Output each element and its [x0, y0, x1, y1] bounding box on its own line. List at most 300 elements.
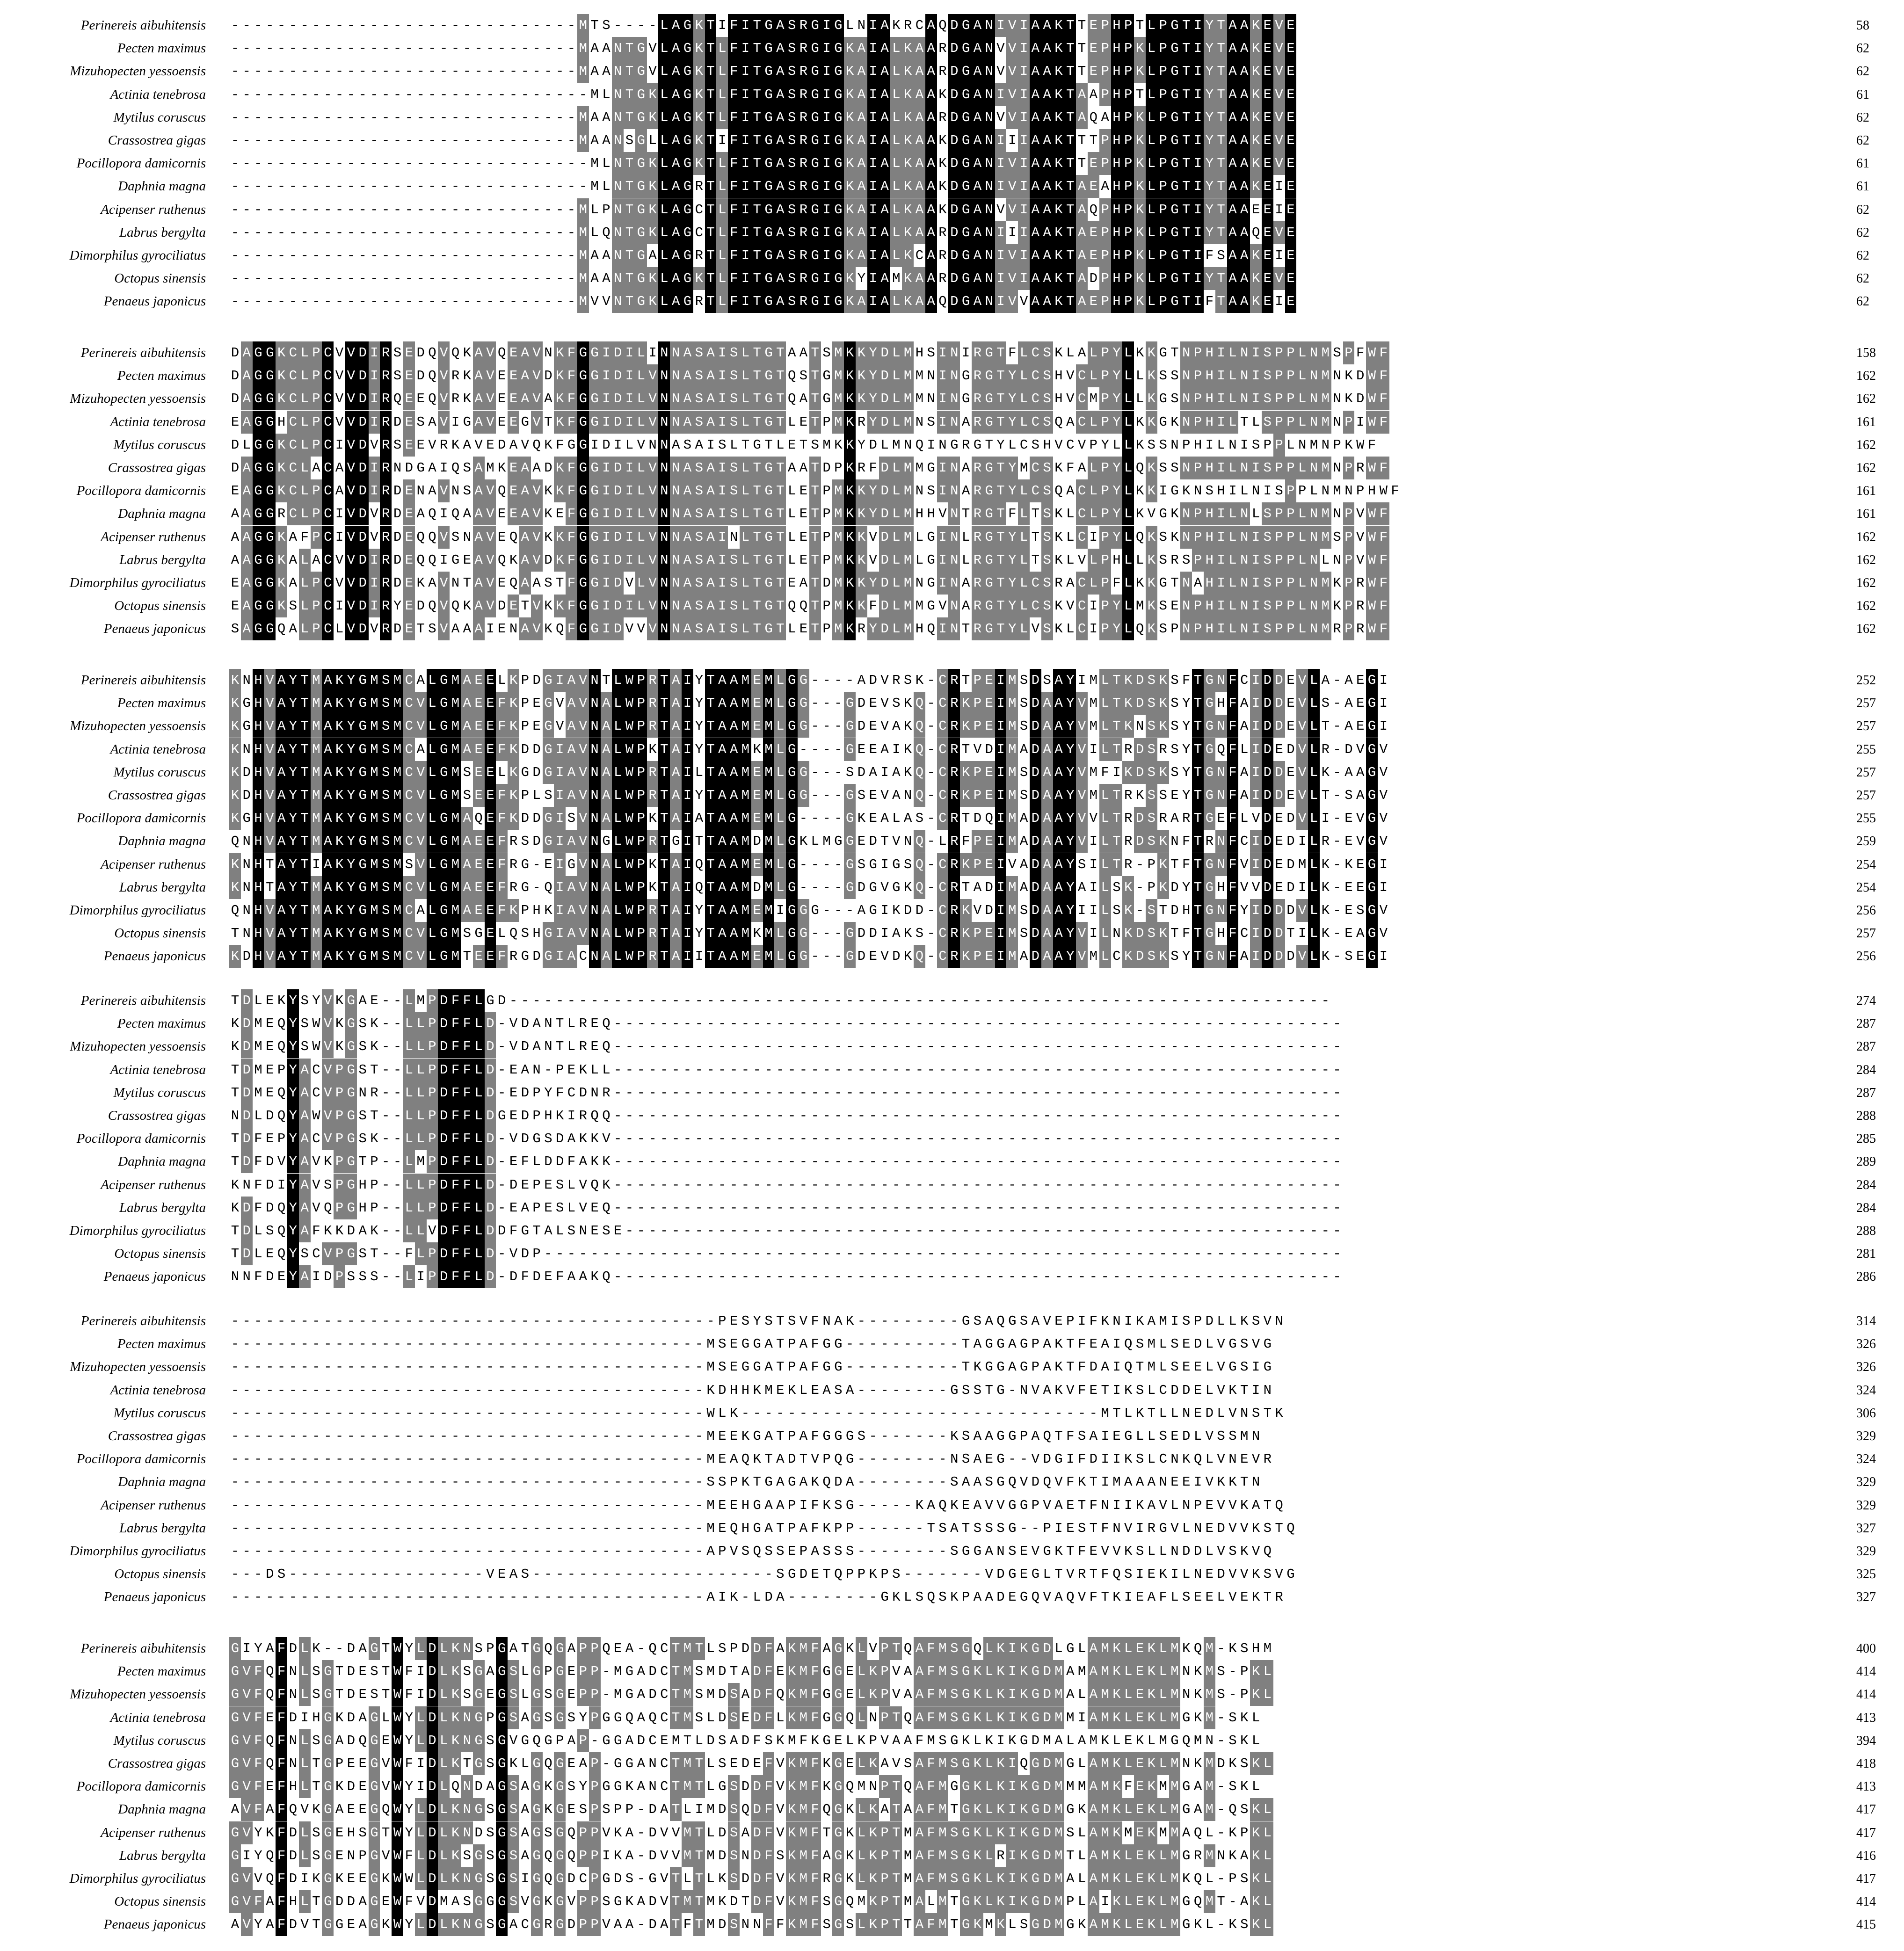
- residue: I: [682, 738, 693, 761]
- residue: A: [1238, 175, 1250, 198]
- residue: -: [1193, 1062, 1202, 1078]
- residue: P: [1122, 244, 1134, 267]
- residue: T: [532, 1223, 541, 1239]
- species-label: Octopus sinensis: [114, 926, 206, 941]
- residue: A: [682, 387, 693, 410]
- residue: R: [948, 784, 960, 807]
- alignment-row: [0, 549, 1904, 572]
- residue: K: [647, 152, 659, 175]
- residue: N: [948, 572, 960, 595]
- residue: L: [740, 617, 751, 640]
- residue: -: [1240, 1039, 1249, 1055]
- residue: -: [474, 87, 483, 102]
- residue: G: [543, 807, 554, 830]
- residue: -: [1124, 1039, 1133, 1055]
- residue: -: [996, 1200, 1005, 1216]
- residue: P: [1273, 572, 1285, 595]
- residue: F: [496, 715, 508, 738]
- residue: -: [440, 271, 448, 287]
- residue: C: [1030, 387, 1041, 410]
- residue: M: [832, 572, 844, 595]
- residue: S: [1159, 460, 1167, 476]
- residue: -: [532, 294, 541, 310]
- residue: G: [635, 37, 647, 60]
- residue: -: [648, 1131, 657, 1147]
- species-label: Perinereis aibuhitensis: [80, 18, 206, 33]
- residue: D: [241, 1197, 253, 1219]
- residue: F: [1378, 502, 1389, 525]
- residue: D: [485, 1081, 496, 1104]
- residue: N: [589, 784, 601, 807]
- residue: A: [1053, 807, 1065, 830]
- residue: -: [254, 271, 262, 287]
- residue: G: [834, 834, 843, 849]
- residue: K: [647, 198, 659, 221]
- residue: V: [474, 437, 483, 453]
- residue: K: [902, 106, 914, 129]
- residue: Y: [287, 876, 299, 899]
- residue: A: [416, 673, 425, 688]
- residue: D: [1089, 271, 1098, 287]
- residue: M: [763, 922, 775, 945]
- residue: L: [1296, 526, 1308, 549]
- residue: -: [1321, 1108, 1330, 1124]
- residue: S: [1019, 673, 1028, 688]
- residue: S: [1170, 391, 1179, 407]
- residue: G: [253, 411, 264, 434]
- residue-count: 285: [1856, 1131, 1876, 1146]
- residue: S: [544, 788, 552, 803]
- residue: G: [521, 414, 530, 430]
- residue: -: [254, 156, 262, 172]
- residue: R: [602, 1085, 610, 1101]
- residue: V: [577, 715, 589, 738]
- residue: S: [1031, 437, 1040, 453]
- residue: A: [1227, 175, 1239, 198]
- residue: I: [995, 899, 1007, 922]
- residue: G: [809, 221, 821, 244]
- residue: C: [1112, 949, 1121, 965]
- residue: P: [521, 673, 530, 688]
- residue: -: [1333, 1039, 1341, 1055]
- residue: S: [1019, 696, 1028, 711]
- residue: G: [1159, 414, 1167, 430]
- residue: R: [948, 922, 960, 945]
- residue: -: [637, 1200, 645, 1216]
- residue: K: [1170, 529, 1179, 545]
- residue: W: [1366, 502, 1378, 525]
- residue: G: [961, 368, 970, 384]
- residue: V: [996, 64, 1005, 80]
- residue: -: [231, 64, 240, 80]
- sequence-residues: [229, 1219, 1343, 1242]
- residue: -: [1159, 1131, 1167, 1147]
- residue: -: [927, 788, 935, 803]
- residue: S: [693, 549, 705, 572]
- residue: A: [358, 1223, 367, 1239]
- residue: I: [1089, 529, 1098, 545]
- residue: G: [892, 879, 901, 895]
- residue: K: [463, 368, 472, 384]
- species-label: Acipenser ruthenus: [101, 202, 206, 217]
- residue: L: [890, 37, 902, 60]
- residue: A: [961, 598, 970, 614]
- residue: -: [834, 993, 843, 1008]
- residue: E: [1286, 696, 1295, 711]
- residue: T: [705, 669, 717, 692]
- residue: Q: [231, 834, 240, 849]
- residue: A: [1193, 575, 1202, 591]
- residue: -: [625, 1154, 634, 1170]
- residue: T: [658, 784, 670, 807]
- residue: -: [1333, 764, 1341, 780]
- residue: I: [369, 479, 380, 502]
- residue: -: [428, 225, 436, 240]
- sequence-residues: [229, 14, 1296, 37]
- residue: -: [405, 64, 414, 80]
- residue: E: [473, 899, 485, 922]
- residue: D: [1262, 853, 1273, 876]
- residue: -: [440, 179, 448, 195]
- residue: L: [1227, 411, 1239, 434]
- residue: T: [1064, 37, 1076, 60]
- residue: I: [1018, 106, 1030, 129]
- residue: Y: [1204, 106, 1215, 129]
- residue: -: [1251, 1177, 1260, 1193]
- residue: A: [566, 692, 577, 715]
- residue: -: [498, 1085, 506, 1101]
- residue: I: [821, 175, 833, 198]
- residue: R: [277, 506, 286, 522]
- residue: L: [403, 1059, 415, 1081]
- residue: D: [241, 1059, 253, 1081]
- residue: L: [1308, 876, 1320, 899]
- residue: T: [1170, 926, 1179, 942]
- residue: M: [832, 549, 844, 572]
- residue: A: [705, 526, 717, 549]
- residue: -: [776, 1108, 785, 1124]
- residue: N: [612, 152, 624, 175]
- residue: V: [415, 922, 427, 945]
- residue: -: [660, 1108, 669, 1124]
- residue: L: [612, 830, 624, 853]
- residue-count: 61: [1856, 156, 1869, 171]
- residue: -: [1251, 1016, 1260, 1032]
- residue: I: [1215, 572, 1227, 595]
- residue: M: [392, 945, 403, 968]
- residue: A: [428, 483, 436, 499]
- residue: K: [1135, 788, 1144, 803]
- residue: -: [266, 18, 274, 33]
- residue: V: [345, 434, 357, 457]
- residue: D: [438, 1104, 450, 1127]
- residue: T: [299, 761, 311, 784]
- residue: I: [648, 345, 657, 361]
- residue: -: [324, 294, 332, 310]
- residue: R: [1124, 788, 1133, 803]
- residue: -: [1101, 1062, 1109, 1078]
- residue: -: [613, 1062, 622, 1078]
- residue: L: [1018, 595, 1030, 617]
- residue: A: [670, 738, 682, 761]
- residue: A: [461, 738, 473, 761]
- residue: R: [972, 549, 983, 572]
- residue: L: [658, 60, 670, 83]
- residue: E: [869, 696, 877, 711]
- residue: A: [1053, 830, 1065, 853]
- residue: A: [1030, 37, 1041, 60]
- residue: -: [463, 87, 472, 102]
- residue: -: [1263, 1085, 1272, 1101]
- residue: P: [334, 1174, 345, 1197]
- residue: -: [683, 1131, 692, 1147]
- residue: K: [844, 549, 856, 572]
- residue: -: [996, 1062, 1005, 1078]
- residue: E: [1285, 106, 1297, 129]
- residue: A: [682, 341, 693, 364]
- residue: G: [798, 692, 809, 715]
- residue: A: [566, 715, 577, 738]
- residue: -: [857, 1016, 866, 1032]
- residue: A: [428, 575, 436, 591]
- residue: D: [948, 129, 960, 152]
- residue: E: [1285, 267, 1297, 290]
- residue: M: [740, 669, 751, 692]
- residue: -: [973, 1085, 982, 1101]
- residue: T: [1180, 244, 1192, 267]
- residue: V: [1008, 856, 1017, 872]
- residue: I: [821, 244, 833, 267]
- residue: N: [983, 37, 995, 60]
- residue: F: [1227, 899, 1239, 922]
- residue: A: [682, 572, 693, 595]
- residue: -: [695, 1016, 703, 1032]
- residue: F: [254, 1177, 262, 1193]
- residue: L: [473, 1197, 485, 1219]
- alignment-row: [0, 1174, 1904, 1197]
- residue: P: [1273, 595, 1285, 617]
- residue: A: [925, 106, 937, 129]
- residue: D: [857, 764, 866, 780]
- residue: D: [1286, 856, 1295, 872]
- residue: V: [345, 387, 357, 410]
- residue: I: [1250, 784, 1262, 807]
- residue: V: [1379, 788, 1388, 803]
- residue: -: [498, 294, 506, 310]
- residue: L: [1018, 479, 1030, 502]
- residue: A: [519, 549, 531, 572]
- residue: A: [705, 341, 717, 364]
- residue: M: [902, 617, 914, 640]
- residue: N: [1238, 341, 1250, 364]
- residue: R: [1356, 575, 1365, 591]
- residue: -: [1298, 1177, 1307, 1193]
- residue: L: [1308, 669, 1320, 692]
- residue: T: [705, 37, 717, 60]
- residue: G: [960, 290, 972, 313]
- residue: A: [1041, 290, 1053, 313]
- residue: I: [554, 761, 566, 784]
- residue: T: [1064, 129, 1076, 152]
- residue: A: [566, 738, 577, 761]
- residue: -: [463, 64, 472, 80]
- residue: L: [1217, 437, 1225, 453]
- residue: C: [403, 899, 415, 922]
- residue: D: [393, 414, 402, 430]
- residue: T: [705, 807, 717, 830]
- residue: G: [682, 83, 693, 106]
- residue: C: [937, 784, 949, 807]
- residue: -: [625, 18, 634, 33]
- residue: L: [602, 87, 610, 102]
- residue: L: [299, 434, 311, 457]
- residue: P: [972, 784, 983, 807]
- residue: V: [531, 617, 543, 640]
- residue: K: [902, 60, 914, 83]
- residue: A: [519, 479, 531, 502]
- residue: T: [1111, 715, 1123, 738]
- residue: -: [764, 1200, 773, 1216]
- residue: A: [1041, 83, 1053, 106]
- alignment-row: [0, 60, 1904, 83]
- residue: N: [1321, 437, 1330, 453]
- residue: S: [380, 830, 392, 853]
- residue: -: [996, 993, 1005, 1008]
- residue: D: [242, 764, 251, 780]
- residue: K: [844, 526, 856, 549]
- residue: D: [1262, 899, 1273, 922]
- residue: M: [1089, 764, 1098, 780]
- residue: S: [693, 617, 705, 640]
- residue: M: [915, 368, 924, 384]
- residue: I: [718, 18, 727, 33]
- residue: -: [1333, 879, 1341, 895]
- residue: A: [774, 37, 786, 60]
- residue: T: [751, 14, 763, 37]
- alignment-row: [0, 830, 1904, 853]
- residue: A: [774, 106, 786, 129]
- residue: I: [369, 595, 380, 617]
- residue: G: [763, 37, 775, 60]
- residue: M: [832, 526, 844, 549]
- residue: M: [392, 715, 403, 738]
- residue: L: [890, 595, 902, 617]
- residue: -: [1286, 1039, 1295, 1055]
- residue: R: [509, 856, 518, 872]
- residue: V: [1006, 14, 1018, 37]
- residue: -: [961, 1108, 970, 1124]
- residue: Q: [602, 1200, 610, 1216]
- residue: P: [1285, 617, 1297, 640]
- residue: L: [787, 552, 796, 568]
- residue: T: [1111, 738, 1123, 761]
- residue: -: [393, 87, 402, 102]
- residue: S: [300, 1016, 309, 1032]
- residue: F: [728, 244, 740, 267]
- residue: -: [1193, 993, 1202, 1008]
- residue: E: [799, 621, 808, 637]
- residue: I: [937, 364, 949, 387]
- residue: E: [485, 830, 496, 853]
- residue: A: [241, 549, 253, 572]
- residue: N: [612, 175, 624, 198]
- residue: -: [1147, 1039, 1156, 1055]
- residue: -: [1043, 1085, 1051, 1101]
- residue: -: [787, 1154, 796, 1170]
- residue: G: [577, 364, 589, 387]
- residue: -: [567, 294, 576, 310]
- residue: -: [440, 225, 448, 240]
- residue: G: [543, 761, 554, 784]
- alignment-row: [0, 989, 1904, 1012]
- residue: H: [927, 506, 935, 522]
- residue: L: [740, 364, 751, 387]
- residue: G: [253, 457, 264, 479]
- residue: -: [393, 1131, 402, 1147]
- residue: N: [927, 368, 935, 384]
- residue: G: [1204, 692, 1215, 715]
- residue: Y: [695, 788, 703, 803]
- residue: L: [567, 1039, 576, 1055]
- residue: L: [658, 221, 670, 244]
- residue: V: [577, 807, 589, 830]
- residue: E: [1262, 267, 1273, 290]
- residue: D: [1262, 876, 1273, 899]
- residue: Q: [914, 784, 925, 807]
- residue: -: [335, 41, 344, 57]
- residue: Y: [1182, 764, 1191, 780]
- residue: L: [1146, 198, 1157, 221]
- residue: -: [845, 1085, 854, 1101]
- residue: A: [1041, 60, 1053, 83]
- alignment-row: [0, 738, 1904, 761]
- residue: D: [357, 387, 369, 410]
- residue: V: [1089, 811, 1098, 827]
- residue: E: [1285, 198, 1297, 221]
- residue: -: [532, 248, 541, 263]
- residue: D: [879, 595, 891, 617]
- residue: T: [995, 387, 1007, 410]
- residue: D: [532, 764, 541, 780]
- residue: K: [556, 1108, 564, 1124]
- residue: -: [961, 1016, 970, 1032]
- residue: T: [809, 479, 821, 502]
- residue: A: [728, 899, 740, 922]
- residue: -: [660, 1039, 669, 1055]
- residue: G: [345, 989, 357, 1012]
- sequence-residues: [229, 526, 1389, 549]
- residue: G: [809, 129, 821, 152]
- sequence-residues: [229, 387, 1389, 410]
- residue: G: [786, 784, 798, 807]
- residue: -: [695, 1200, 703, 1216]
- residue: N: [983, 175, 995, 198]
- residue: K: [1321, 949, 1330, 965]
- residue: I: [554, 738, 566, 761]
- residue: V: [335, 391, 344, 407]
- residue: K: [1122, 899, 1134, 922]
- residue: A: [322, 692, 334, 715]
- residue: T: [705, 198, 717, 221]
- residue: F: [1112, 575, 1121, 591]
- residue: I: [486, 621, 494, 637]
- residue: L: [403, 1127, 415, 1150]
- residue: D: [1134, 922, 1146, 945]
- residue: T: [1064, 60, 1076, 83]
- residue: A: [1041, 807, 1053, 830]
- residue: M: [902, 479, 914, 502]
- residue: -: [1124, 1131, 1133, 1147]
